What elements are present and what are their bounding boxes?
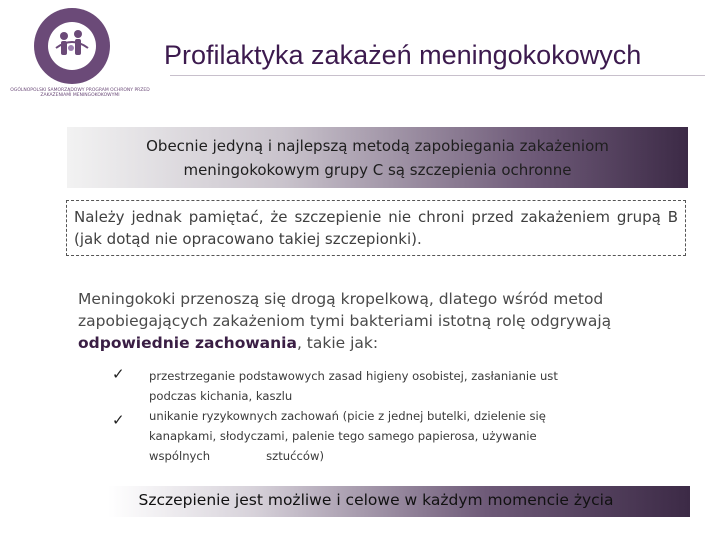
list-item-2-line-3b: sztućców) bbox=[266, 449, 325, 463]
checkmark-icon: ✓ bbox=[112, 365, 125, 383]
list-item-2-line-3a: wspólnych bbox=[149, 449, 211, 463]
page-title: Profilaktyka zakażeń meningokokowych bbox=[164, 40, 642, 70]
intro-tail: , takie jak: bbox=[296, 334, 379, 352]
top-banner-line-1: Obecnie jedyną i najlepszą metodą zapobiegania zakażeniom bbox=[146, 137, 609, 155]
logo-emblem-icon bbox=[34, 8, 110, 84]
bottom-banner bbox=[108, 486, 690, 517]
list-item bbox=[149, 366, 619, 406]
intro-bold: odpowiednie zachowania bbox=[78, 334, 297, 352]
top-banner-line-2: meningokokowym grupy C są szczepienia ochronne bbox=[183, 161, 572, 179]
list-item-2-line-1: unikanie ryzykownych zachowań (picie z jednej butelki, dzielenie się bbox=[149, 409, 546, 423]
list-item bbox=[149, 406, 619, 466]
intro-paragraph bbox=[78, 288, 678, 354]
family-figures-icon bbox=[34, 8, 110, 84]
bottom-banner-text: Szczepienie jest możliwe i celowe w każdym momencie życia bbox=[138, 491, 614, 509]
list-item-1-line-1: przestrzeganie podstawowych zasad higieny osobistej, zasłanianie ust bbox=[149, 369, 558, 383]
logo-caption: OGÓLNOPOLSKI SAMORZĄDOWY PROGRAM OCHRONY PRZED ZAKAŻENIAMI MENINGOKOKOWYMI bbox=[10, 88, 150, 98]
note-box: Należy jednak pamiętać, że szczepienie nie chroni przed zakażeniem grupą B (jak dotąd nie opracowano takiej szczepionki). bbox=[66, 200, 686, 256]
list-item-1-line-2: podczas kichania, kaszlu bbox=[149, 389, 293, 403]
intro-text: Meningokoki przenoszą się drogą kropelkową, dlatego wśród metod zapobiegających zakażeniom tymi bakteriami istotną rolę odgrywają bbox=[78, 290, 612, 330]
list-item-2-line-2: kanapkami, słodyczami, palenie tego samego papierosa, używanie bbox=[149, 429, 537, 443]
title-divider bbox=[170, 75, 705, 76]
top-banner bbox=[67, 127, 688, 188]
program-logo bbox=[10, 8, 150, 96]
checkmark-icon: ✓ bbox=[112, 411, 125, 429]
